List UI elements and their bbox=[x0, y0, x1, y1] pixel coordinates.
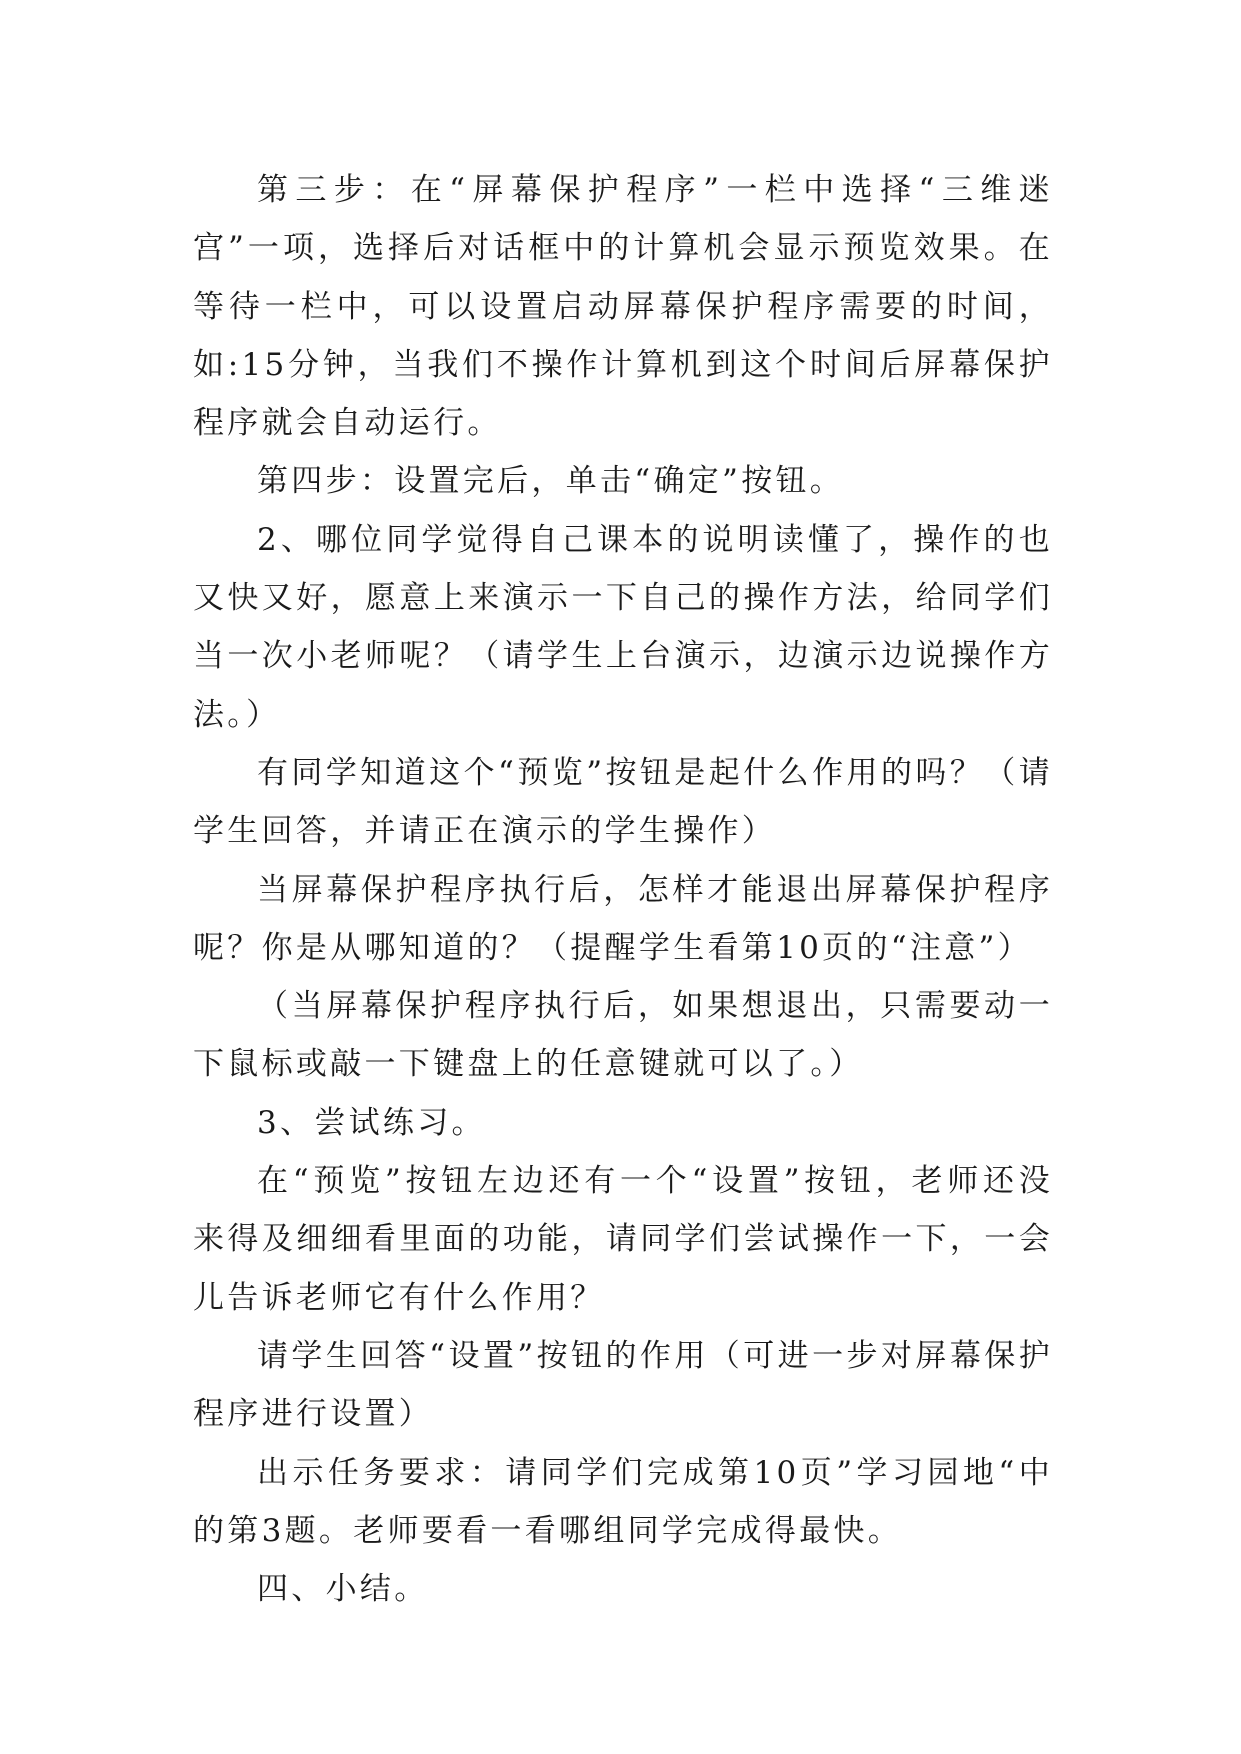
document-body bbox=[193, 161, 1053, 1618]
paragraph-demo-question: 2、哪位同学觉得自己课本的说明读懂了，操作的也又快又好，愿意上来演示一下自己的操作方法，给同学们当一次小老师呢？（请学生上台演示，边演示边说操作方法。） bbox=[193, 521, 1053, 733]
paragraph-summary-heading: 四、小结。 bbox=[257, 1571, 429, 1608]
paragraph-exit-question: 当屏幕保护程序执行后，怎样才能退出屏幕保护程序呢？你是从哪知道的？（提醒学生看第10页的“注意”） bbox=[193, 871, 1053, 966]
paragraph-step-three: 第三步：在“屏幕保护程序”一栏中选择“三维迷宫”一项，选择后对话框中的计算机会显示预览效果。在等待一栏中，可以设置启动屏幕保护程序需要的时间，如:15分钟，当我们不操作计算机到这个时间后屏幕保护程序就会自动运行。 bbox=[193, 172, 1053, 442]
paragraph-settings-question: 在“预览”按钮左边还有一个“设置”按钮，老师还没来得及细细看里面的功能，请同学们尝试操作一下，一会儿告诉老师它有什么作用？ bbox=[193, 1163, 1053, 1316]
paragraph-settings-answer: 请学生回答“设置”按钮的作用（可进一步对屏幕保护程序进行设置） bbox=[193, 1337, 1053, 1433]
paragraph-preview-question: 有同学知道这个“预览”按钮是起什么作用的吗？（请学生回答，并请正在演示的学生操作） bbox=[193, 754, 1053, 850]
paragraph-exit-answer: （当屏幕保护程序执行后，如果想退出，只需要动一下鼠标或敲一下键盘上的任意键就可以了。） bbox=[193, 988, 1053, 1083]
paragraph-practice-heading: 3、尝试练习。 bbox=[257, 1104, 486, 1141]
paragraph-task-requirement: 出示任务要求：请同学们完成第10页”学习园地“中的第3题。老师要看一看哪组同学完成得最快。 bbox=[193, 1454, 1053, 1549]
paragraph-step-four: 第四步：设置完后，单击“确定”按钮。 bbox=[257, 463, 845, 500]
